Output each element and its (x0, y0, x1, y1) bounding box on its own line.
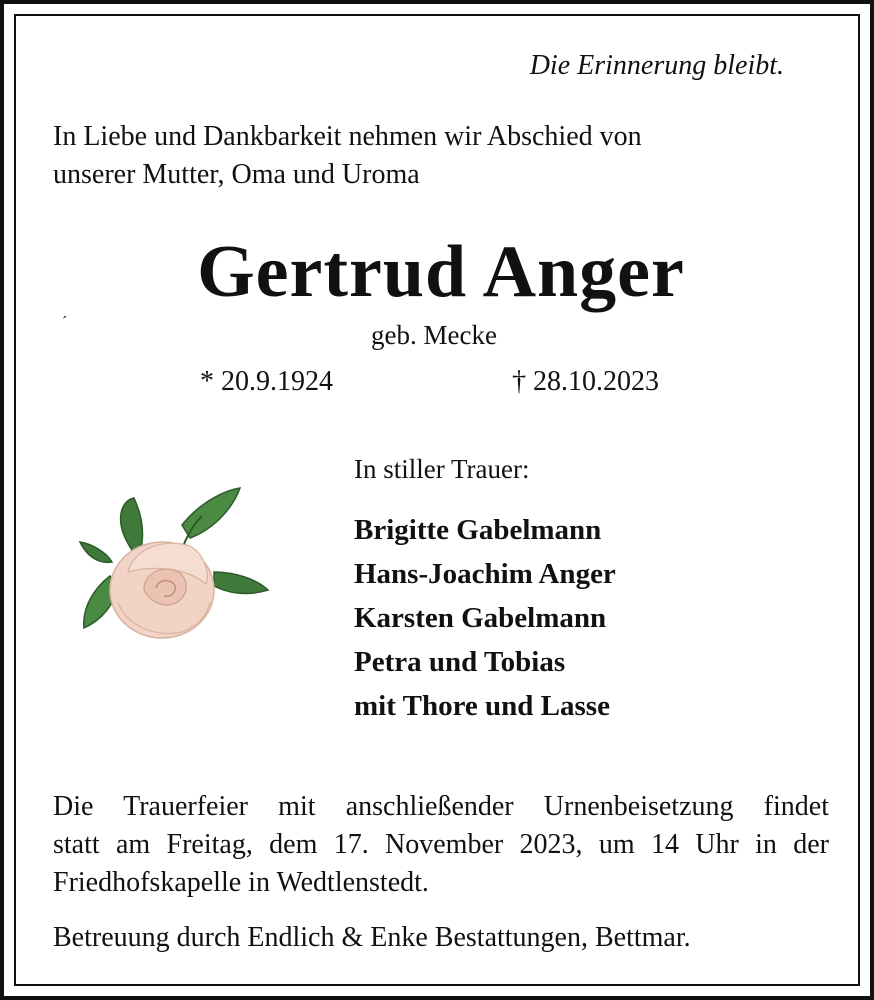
list-item: Petra und Tobias (354, 646, 566, 678)
mourners-label: In stiller Trauer: (354, 454, 530, 484)
list-item: Brigitte Gabelmann (354, 514, 602, 546)
birth-date: * 20.9.1924 (200, 366, 333, 397)
mourners-list (354, 508, 616, 728)
death-date: † 28.10.2023 (512, 366, 659, 397)
service-info (53, 788, 829, 902)
intro-line-2: unserer Mutter, Oma und Uroma (53, 159, 420, 190)
intro-line-1: In Liebe und Dankbarkeit nehmen wir Abschied von (53, 121, 642, 152)
intro-text (53, 118, 813, 194)
rose-illustration (72, 480, 272, 645)
service-line-3: Friedhofskapelle in Wedtlenstedt. (53, 867, 429, 898)
service-line-2: statt am Freitag, dem 17. November 2023, um 14 Uhr in der (53, 829, 829, 860)
stray-mark: ´ (62, 314, 68, 331)
list-item: Hans-Joachim Anger (354, 558, 616, 590)
rose-icon (72, 480, 272, 645)
service-line-1: Die Trauerfeier mit anschließender Urnenbeisetzung findet (53, 791, 829, 822)
list-item: mit Thore und Lasse (354, 690, 610, 722)
maiden-name: geb. Mecke (371, 320, 497, 350)
undertaker-info: Betreuung durch Endlich & Enke Bestattungen, Bettmar. (53, 922, 691, 953)
list-item: Karsten Gabelmann (354, 602, 607, 634)
motto: Die Erinnerung bleibt. (529, 50, 784, 81)
deceased-name: Gertrud Anger (197, 231, 685, 313)
